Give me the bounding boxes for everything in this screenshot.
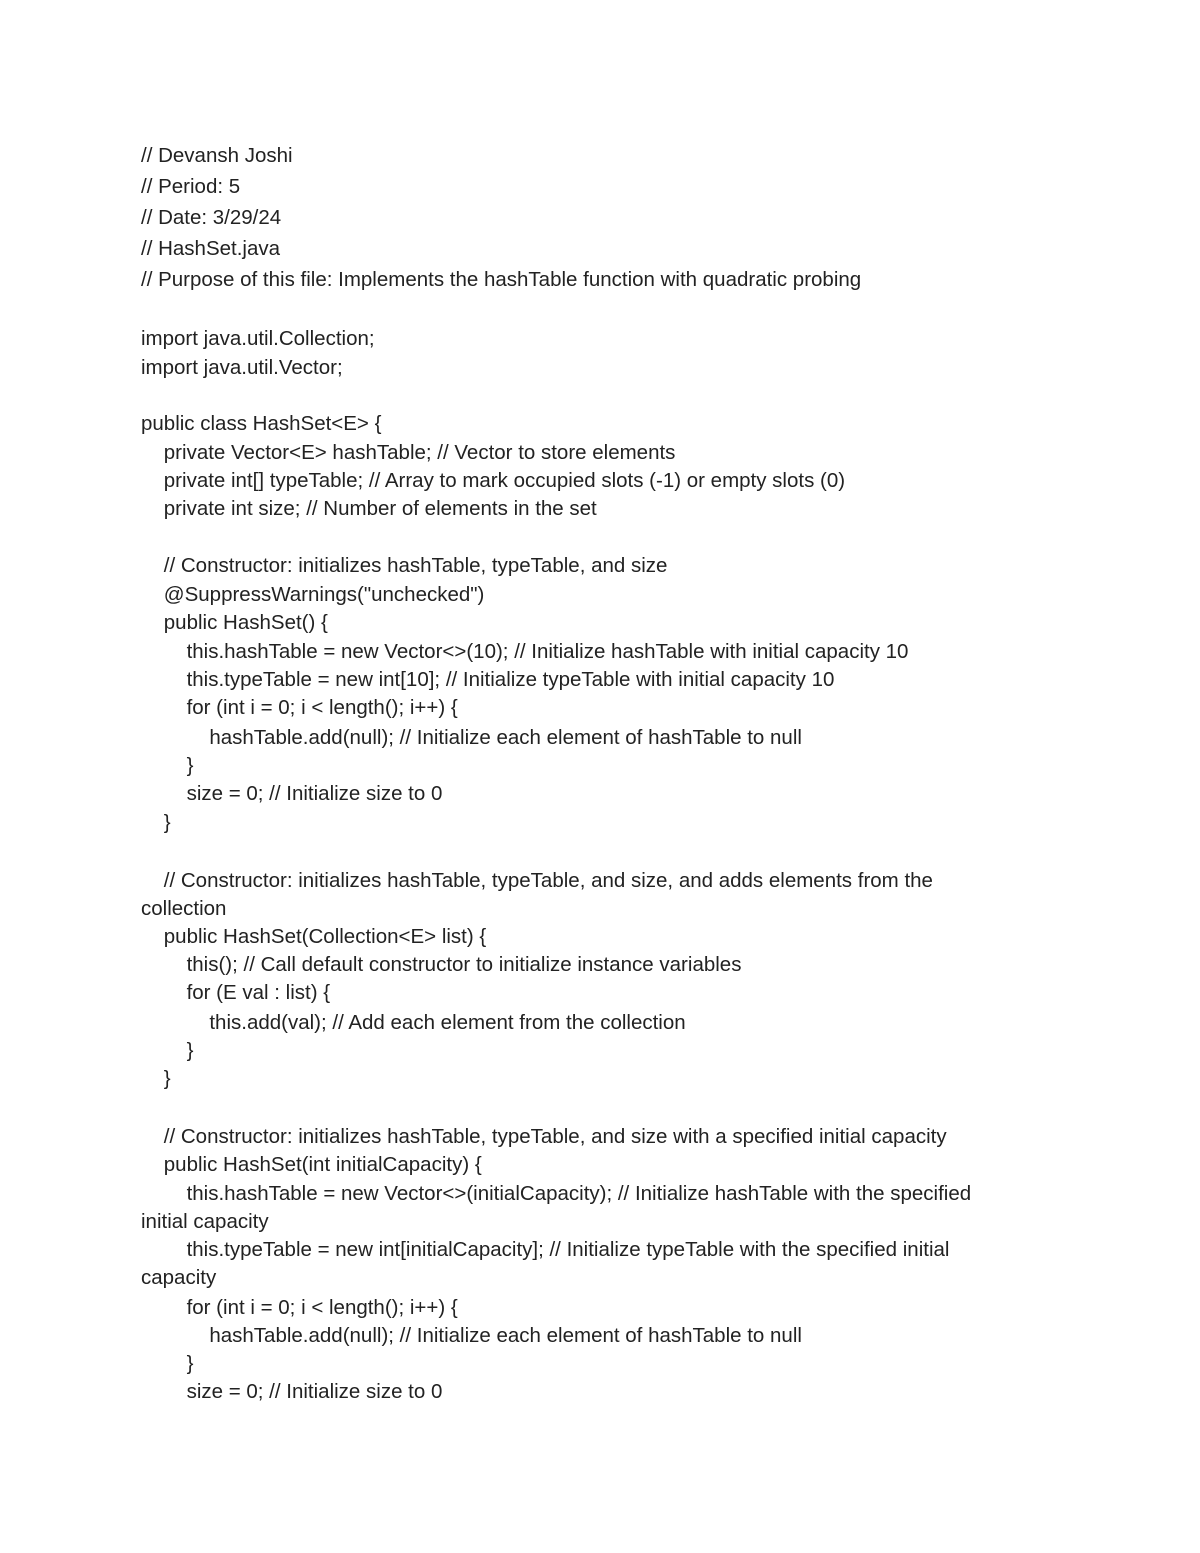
code-line: size = 0; // Initialize size to 0	[141, 1380, 443, 1403]
code-line: hashTable.add(null); // Initialize each element of hashTable to null	[141, 726, 802, 749]
code-line: // Constructor: initializes hashTable, typeTable, and size	[141, 554, 668, 577]
code-line: // Purpose of this file: Implements the hashTable function with quadratic probing	[141, 268, 862, 291]
code-line: for (E val : list) {	[141, 981, 331, 1004]
code-line: initial capacity	[141, 1210, 269, 1233]
code-line: import java.util.Vector;	[141, 356, 343, 379]
code-line: }	[141, 1067, 171, 1090]
code-line: for (int i = 0; i < length(); i++) {	[141, 1296, 458, 1319]
code-line: this.hashTable = new Vector<>(initialCapacity); // Initialize hashTable with the specified	[141, 1182, 972, 1205]
code-line: hashTable.add(null); // Initialize each element of hashTable to null	[141, 1324, 802, 1347]
code-line: public HashSet(int initialCapacity) {	[141, 1153, 482, 1176]
code-line: }	[141, 1352, 194, 1375]
code-line: // HashSet.java	[141, 237, 281, 260]
code-line: }	[141, 811, 171, 834]
code-line: this.typeTable = new int[10]; // Initialize typeTable with initial capacity 10	[141, 668, 835, 691]
code-line: collection	[141, 897, 227, 920]
code-line: // Period: 5	[141, 175, 241, 198]
code-line: this(); // Call default constructor to initialize instance variables	[141, 953, 742, 976]
code-line: import java.util.Collection;	[141, 327, 375, 350]
code-line: public HashSet(Collection<E> list) {	[141, 925, 487, 948]
code-line: capacity	[141, 1266, 217, 1289]
code-line: }	[141, 754, 194, 777]
code-line: private int[] typeTable; // Array to mark occupied slots (-1) or empty slots (0)	[141, 469, 846, 492]
code-line: // Constructor: initializes hashTable, typeTable, and size, and adds elements from the	[141, 869, 933, 892]
code-line: private Vector<E> hashTable; // Vector to store elements	[141, 441, 676, 464]
code-line: public HashSet() {	[141, 611, 328, 634]
code-line: @SuppressWarnings("unchecked")	[141, 583, 485, 606]
code-line: this.add(val); // Add each element from the collection	[141, 1011, 686, 1034]
code-line: // Devansh Joshi	[141, 144, 293, 167]
code-line: this.typeTable = new int[initialCapacity]; // Initialize typeTable with the specified initial	[141, 1238, 950, 1261]
code-line: for (int i = 0; i < length(); i++) {	[141, 696, 458, 719]
code-line: // Date: 3/29/24	[141, 206, 282, 229]
code-line: }	[141, 1039, 194, 1062]
code-line: private int size; // Number of elements in the set	[141, 497, 597, 520]
code-line: size = 0; // Initialize size to 0	[141, 782, 443, 805]
code-line: public class HashSet<E> {	[141, 412, 382, 435]
code-line: // Constructor: initializes hashTable, typeTable, and size with a specified initial capacity	[141, 1125, 947, 1148]
code-line: this.hashTable = new Vector<>(10); // Initialize hashTable with initial capacity 10	[141, 640, 909, 663]
